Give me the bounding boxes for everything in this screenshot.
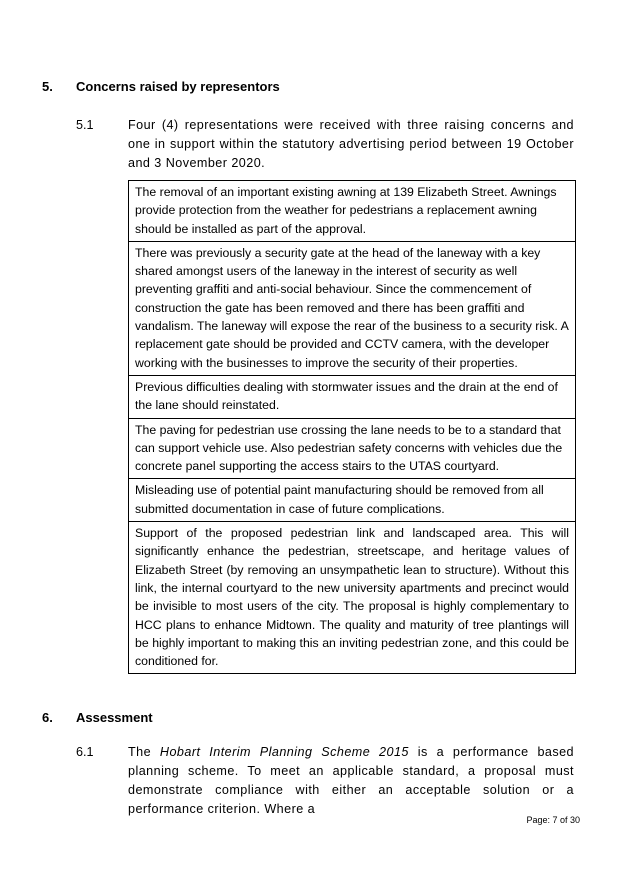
section-number: 5. — [42, 79, 53, 94]
concern-cell: Support of the proposed pedestrian link and landscaped area. This will significantly enhance the pedestrian, streetscape, and heritage values of Elizabeth Street (by removing an unsympathetic lean to structure). Without this link, the internal courtyard to the new university apartments and precinct would be invisible to most users of the city. The proposal is highly complementary to HCC plans to enhance Midtown. The quality and maturity of tree plantings will be highly important to making this an inviting pedestrian zone, and this could be conditioned for. — [129, 522, 576, 674]
section-title: Concerns raised by representors — [76, 79, 280, 94]
page-number: Page: 7 of 30 — [526, 815, 580, 825]
section-title: Assessment — [76, 710, 153, 725]
paragraph-number: 6.1 — [76, 745, 94, 759]
paragraph-5-1 — [76, 116, 576, 176]
concerns-table — [128, 180, 576, 674]
concern-cell: Misleading use of potential paint manufacturing should be removed from all submitted documentation in case of future complications. — [129, 479, 576, 522]
concern-cell: Previous difficulties dealing with stormwater issues and the drain at the end of the lane should reinstated. — [129, 375, 576, 418]
concern-cell: The removal of an important existing awning at 139 Elizabeth Street. Awnings provide protection from the weather for pedestrians a replacement awning should be installed as part of the approval. — [129, 181, 576, 242]
paragraph-text — [128, 743, 574, 819]
table-row — [129, 375, 576, 418]
table-row — [129, 479, 576, 522]
text-before: The — [128, 745, 160, 759]
table-row — [129, 418, 576, 479]
paragraph-text: Four (4) representations were received with three raising concerns and one in support within the statutory advertising period between 19 October and 3 November 2020. — [128, 118, 574, 170]
table-row — [129, 522, 576, 674]
text-after: is a performance based planning scheme. To meet an applicable standard, a proposal must demonstrate compliance with either an acceptable solution or a performance criterion. Where a — [128, 745, 575, 816]
section-6-heading — [42, 710, 442, 726]
paragraph-6-1 — [76, 743, 576, 816]
paragraph-number: 5.1 — [76, 118, 94, 132]
concern-cell: There was previously a security gate at the head of the laneway with a key shared amongst users of the laneway in the interest of security as well preventing graffiti and anti-social behaviour. Since the commencement of construction the gate has been removed and there has been graffiti and vandalism. The laneway will expose the rear of the business to a security risk. A replacement gate should be provided and CCTV camera, with the developer working with the businesses to improve the security of their properties. — [129, 241, 576, 375]
section-5-heading — [42, 79, 442, 95]
table-row — [129, 241, 576, 375]
table-row — [129, 181, 576, 242]
concern-cell: The paving for pedestrian use crossing the lane needs to be to a standard that can support vehicle use. Also pedestrian safety concerns with vehicles due the concrete panel supporting the access stairs to the UTAS courtyard. — [129, 418, 576, 479]
scheme-name: Hobart Interim Planning Scheme 2015 — [159, 745, 409, 759]
section-number: 6. — [42, 710, 53, 725]
